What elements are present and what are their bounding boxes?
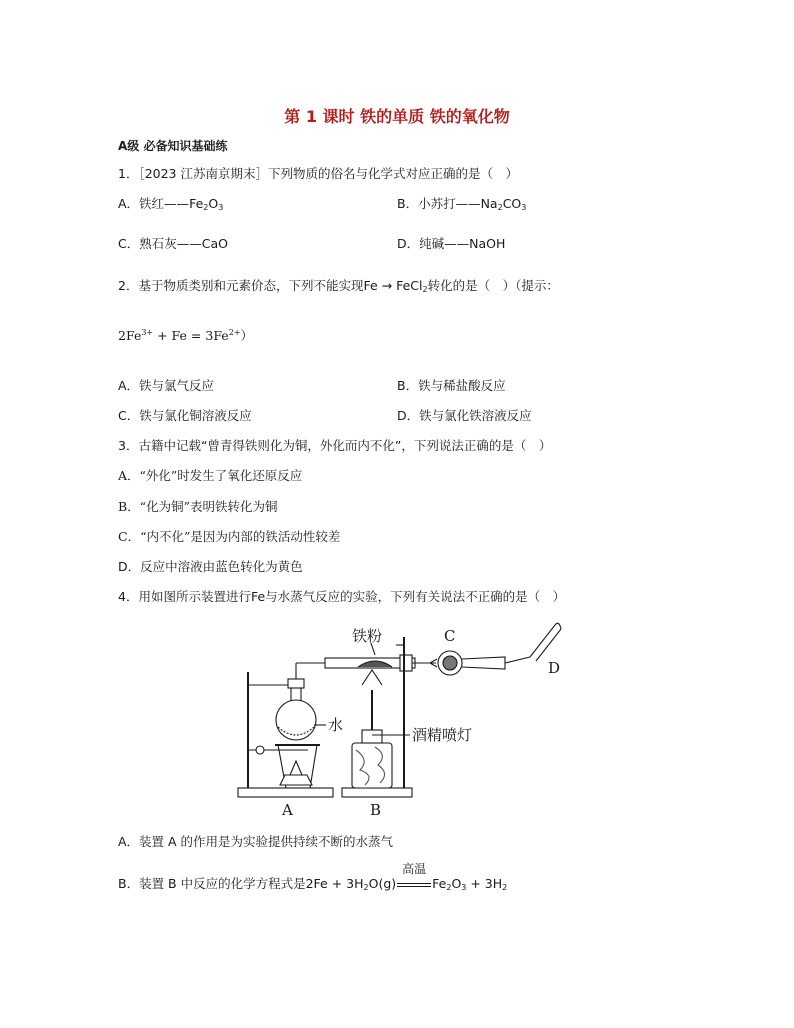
hint-text: 2Fe: [118, 328, 142, 343]
stand-base-b: [342, 788, 412, 797]
question-4-option-b: [118, 862, 508, 892]
hint-text: ）: [240, 328, 254, 343]
stand-base-a: [238, 788, 333, 797]
formula: Na: [480, 196, 498, 211]
option-label: D．纯碱——: [397, 236, 470, 251]
question-2-option-b: B．铁与稀盐酸反应: [397, 378, 506, 393]
hint-text: + Fe = 3Fe: [153, 328, 229, 343]
subscript: 3: [461, 883, 467, 892]
option-label: B．小苏打——: [397, 196, 481, 211]
figure-label-iron-powder: 铁粉: [352, 627, 383, 645]
question-2-stem: [118, 276, 559, 294]
question-4-option-a: A．装置 A 的作用是为实验提供持续不断的水蒸气: [118, 834, 394, 849]
question-3-option-a: A．“外化”时发生了氧化还原反应: [118, 468, 303, 483]
equation-text: B．装置 B 中反应的化学方程式是2Fe + 3H: [118, 876, 364, 891]
drying-agent: [443, 656, 457, 670]
collection-tube-top: [555, 623, 561, 629]
subscript: 2: [497, 203, 503, 212]
burner-flame: [362, 670, 382, 685]
level-heading: A级 必备知识基础练: [118, 139, 228, 153]
equation-text: O: [451, 876, 462, 891]
equation-text: + 3H: [466, 876, 503, 891]
clamp-knob: [256, 746, 264, 754]
superscript: 3+: [141, 328, 154, 337]
question-3-option-d: D．反应中溶液由蓝色转化为黄色: [118, 559, 303, 574]
question-2-option-c: C．铁与氯化铜溶液反应: [118, 408, 252, 423]
tripod-leg: [310, 745, 317, 788]
figure-label-burner: 酒精喷灯: [412, 726, 473, 744]
question-1-option-c: [118, 234, 228, 252]
subscript: 2: [363, 883, 369, 892]
question-4-stem: 4．用如图所示装置进行Fe与水蒸气反应的实验，下列有关说法不正确的是（ ）: [118, 589, 566, 604]
stem-text: 2．基于物质类别和元素价态，下列不能实现Fe → FeCl: [118, 278, 423, 293]
burner-cap: [362, 730, 382, 743]
burner-tank: [352, 743, 392, 788]
subscript: 2: [203, 203, 209, 212]
equation-text: Fe: [432, 876, 447, 891]
subscript: 2: [422, 285, 428, 294]
option-label: C．熟石灰——: [118, 236, 202, 251]
round-flask: [276, 700, 316, 740]
figure-label-water: 水: [328, 716, 344, 734]
formula: CaO: [201, 236, 228, 251]
formula: CO: [502, 196, 522, 211]
question-2-option-a: A．铁与氯气反应: [118, 378, 215, 393]
question-2-option-d: D．铁与氯化铁溶液反应: [397, 408, 532, 423]
drying-tube-stem: [462, 657, 505, 669]
figure-label-a: A: [282, 801, 293, 819]
subscript: 2: [502, 883, 508, 892]
figure-label-c: C: [444, 627, 456, 645]
question-1-option-d: [397, 234, 505, 252]
figure-label-d: D: [548, 659, 561, 677]
superscript: 2+: [228, 328, 241, 337]
formula: O: [208, 196, 219, 211]
apparatus-figure: [230, 615, 575, 820]
question-1-stem: 1．［2023 江苏南京期末］下列物质的俗名与化学式对应正确的是（ ）: [118, 166, 518, 181]
question-3-option-b: B．“化为铜”表明铁转化为铜: [118, 499, 278, 514]
question-1-option-a: [118, 194, 223, 212]
question-3-stem: 3．古籍中记载“曾青得铁则化为铜，外化而内不化”，下列说法正确的是（ ）: [118, 438, 552, 453]
reaction-condition: [396, 862, 432, 891]
figure-label-b: B: [370, 801, 382, 819]
equals-sign: [397, 883, 431, 887]
formula: Fe: [189, 196, 204, 211]
equation-text: O(g): [368, 876, 397, 891]
stem-text: 转化的是（ ）（提示：: [427, 278, 559, 293]
alcohol-lamp: [280, 775, 312, 785]
option-label: A．铁红——: [118, 196, 190, 211]
subscript: 3: [218, 203, 224, 212]
question-1-option-b: [397, 194, 526, 212]
question-2-hint: [118, 326, 253, 344]
page-title: 第 1 课时 铁的单质 铁的氧化物: [284, 107, 510, 126]
tube-stopper: [400, 655, 412, 671]
flask-stopper: [288, 679, 304, 688]
lamp-flame: [290, 761, 302, 775]
subscript: 2: [446, 883, 452, 892]
condition-label: 高温: [402, 862, 427, 876]
question-3-option-c: C．“内不化”是因为内部的铁活动性较差: [118, 529, 341, 544]
outlet-tube: [505, 657, 530, 663]
subscript: 3: [521, 203, 527, 212]
formula: NaOH: [469, 236, 506, 251]
